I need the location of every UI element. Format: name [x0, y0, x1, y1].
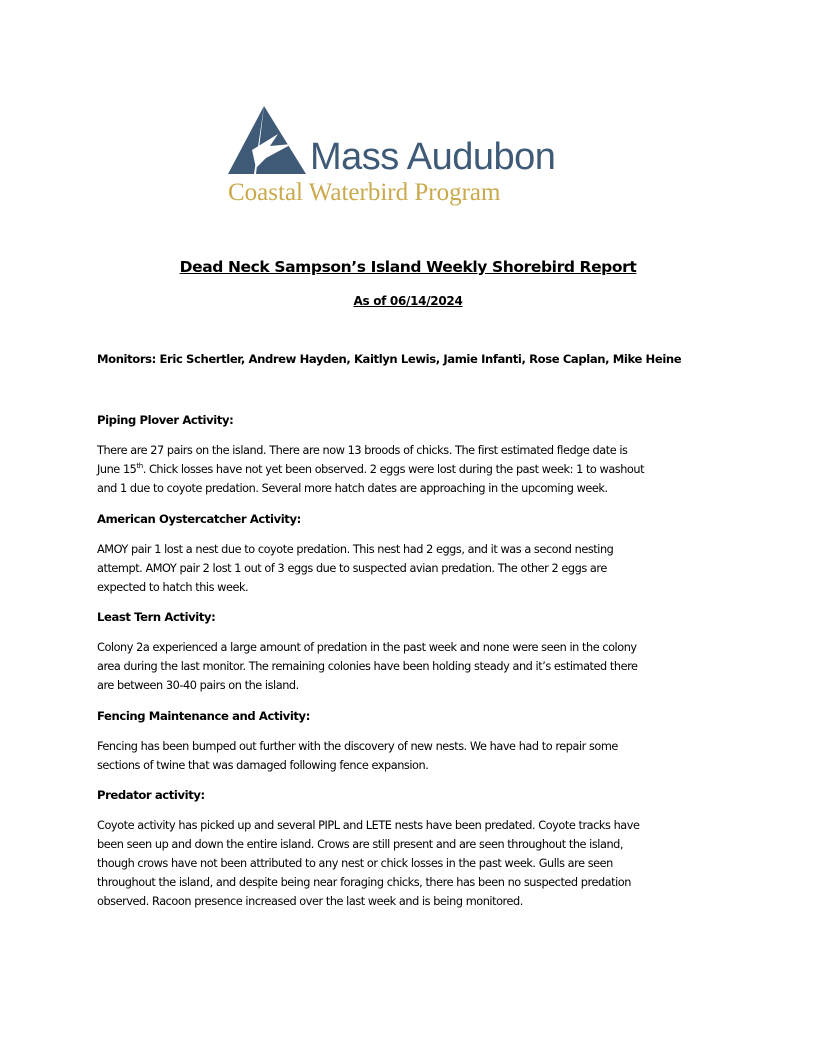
section-body-least-tern	[97, 638, 722, 695]
body-line: AMOY pair 1 lost a nest due to coyote predation. This nest had 2 eggs, and it was a second nesting	[97, 543, 614, 556]
section-heading-predator: Predator activity:	[97, 788, 205, 802]
section-body-piping-plover	[97, 441, 722, 498]
ordinal-suffix: th	[136, 462, 143, 471]
report-title: Dead Neck Sampson’s Island Weekly Shorebird Report	[179, 258, 637, 276]
section-body-fencing	[97, 737, 722, 775]
body-line-part: June 15	[97, 463, 137, 476]
section-heading-oystercatcher: American Oystercatcher Activity:	[97, 512, 301, 526]
body-line: and 1 due to coyote predation. Several more hatch dates are approaching in the upcoming week.	[97, 482, 608, 495]
section-heading-piping-plover: Piping Plover Activity:	[97, 413, 234, 427]
section-heading-fencing: Fencing Maintenance and Activity:	[97, 709, 310, 723]
report-date: As of 06/14/2024	[353, 294, 463, 308]
body-line: Fencing has been bumped out further with the discovery of new nests. We have had to repair some	[97, 740, 618, 753]
body-line: are between 30-40 pairs on the island.	[97, 679, 299, 692]
logo-org-name: Mass Audubon	[310, 136, 556, 178]
body-line: throughout the island, and despite being near foraging chicks, there has been no suspected predation	[97, 876, 631, 889]
body-line: Coyote activity has picked up and several PIPL and LETE nests have been predated. Coyote tracks have	[97, 819, 640, 832]
body-line: been seen up and down the entire island. Crows are still present and are seen throughout the island,	[97, 838, 624, 851]
body-line: area during the last monitor. The remaining colonies have been holding steady and it’s estimated there	[97, 660, 638, 673]
section-heading-least-tern: Least Tern Activity:	[97, 610, 216, 624]
mass-audubon-mountain-bird-icon	[226, 104, 310, 176]
section-body-oystercatcher	[97, 540, 722, 597]
body-line-part: . Chick losses have not yet been observed. 2 eggs were lost during the past week: 1 to washout	[142, 463, 645, 476]
section-body-predator	[97, 816, 722, 911]
body-line	[97, 460, 722, 479]
monitors-line: Monitors: Eric Schertler, Andrew Hayden, Kaitlyn Lewis, Jamie Infanti, Rose Caplan, Mike Heine	[97, 352, 682, 366]
body-line: attempt. AMOY pair 2 lost 1 out of 3 eggs due to suspected avian predation. The other 2 eggs are	[97, 562, 607, 575]
mass-audubon-logo	[222, 100, 562, 212]
body-line: There are 27 pairs on the island. There are now 13 broods of chicks. The first estimated fledge date is	[97, 444, 628, 457]
body-line: expected to hatch this week.	[97, 581, 249, 594]
logo-program-name: Coastal Waterbird Program	[228, 179, 501, 206]
body-line: Colony 2a experienced a large amount of predation in the past week and none were seen in the colony	[97, 641, 637, 654]
body-line: observed. Racoon presence increased over the last week and is being monitored.	[97, 895, 523, 908]
body-line: though crows have not been attributed to any nest or chick losses in the past week. Gulls are seen	[97, 857, 613, 870]
body-line: sections of twine that was damaged following fence expansion.	[97, 759, 429, 772]
